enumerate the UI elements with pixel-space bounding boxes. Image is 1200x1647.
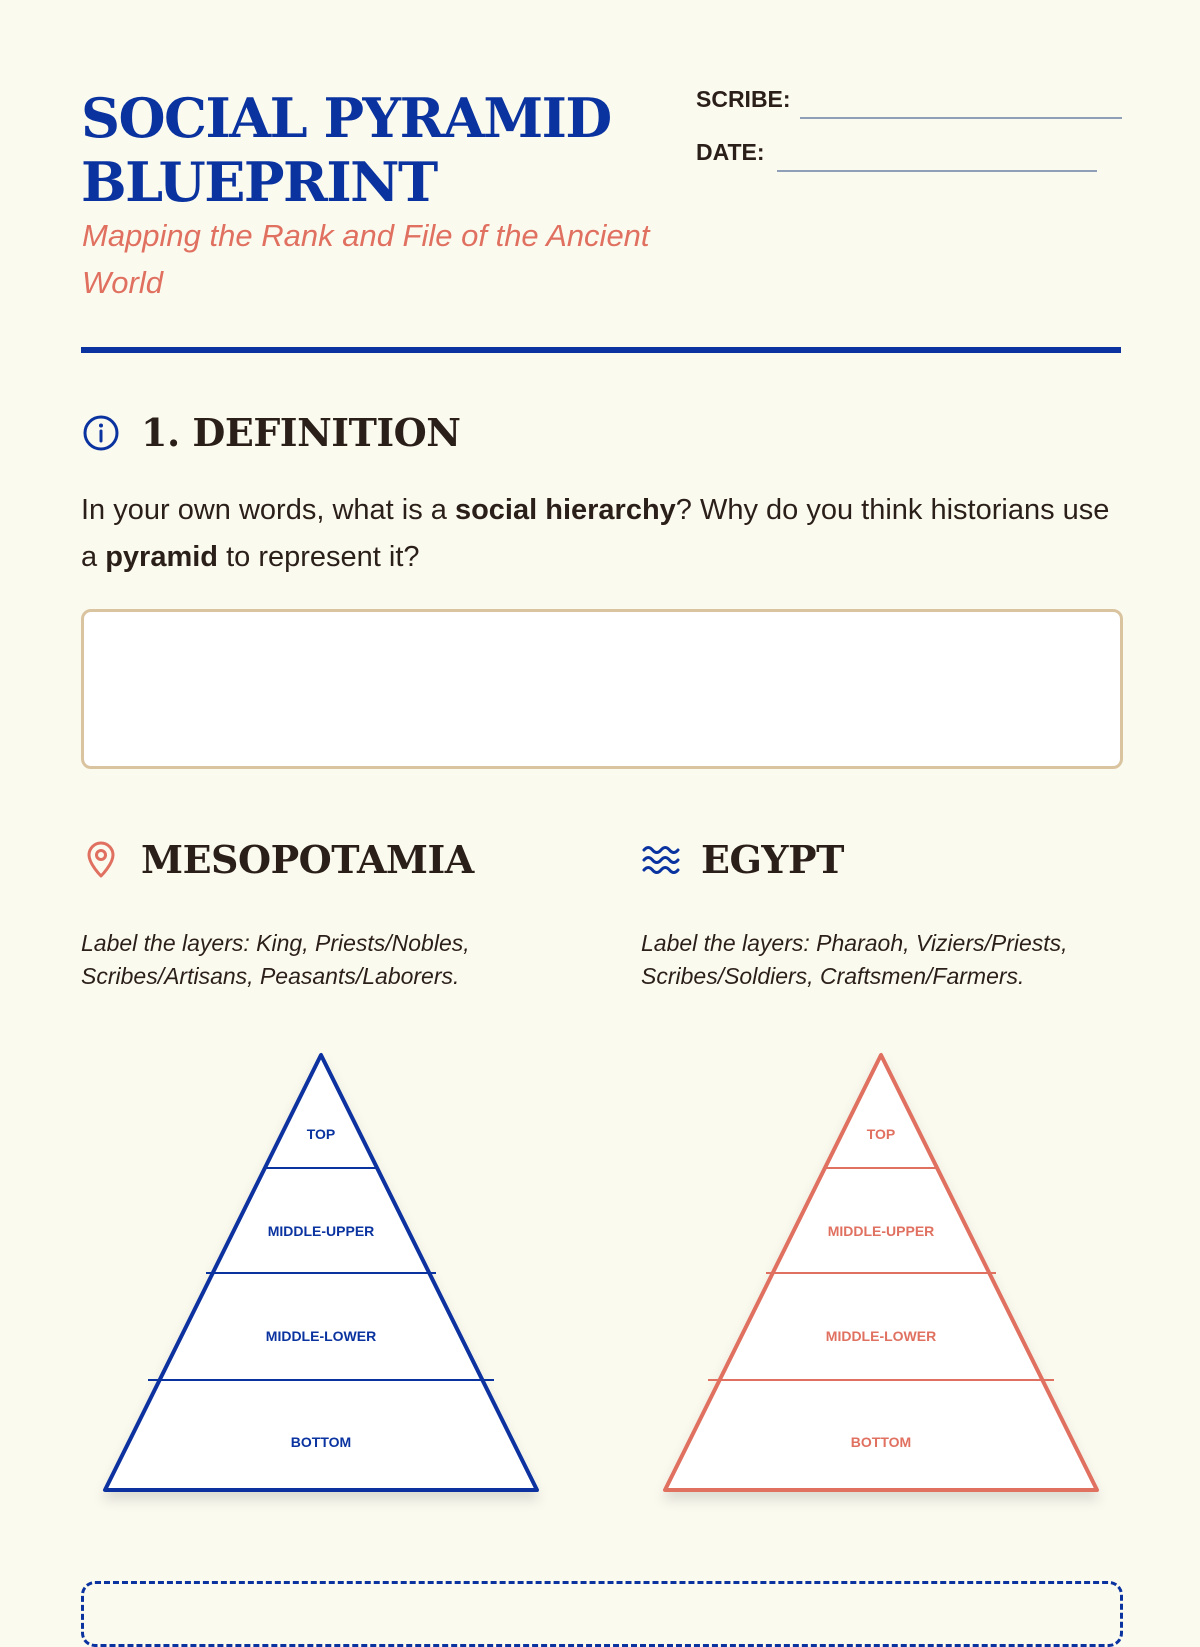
mesopotamia-layer-top[interactable]: TOP	[306, 1126, 336, 1142]
scribe-label: SCRIBE:	[696, 86, 791, 112]
mesopotamia-heading	[81, 837, 474, 882]
mesopotamia-pyramid	[100, 1050, 542, 1500]
title-line-1: SOCIAL PYRAMID	[81, 86, 611, 150]
egypt-layer-bottom[interactable]: BOTTOM	[850, 1434, 912, 1450]
egypt-layer-middle-lower[interactable]: MIDDLE-LOWER	[825, 1328, 937, 1344]
date-field[interactable]	[777, 170, 1097, 172]
definition-heading	[81, 410, 460, 455]
info-circle-icon	[81, 413, 121, 453]
egypt-heading-text: EGYPT	[701, 837, 844, 882]
definition-heading-text: 1. DEFINITION	[141, 410, 461, 455]
mesopotamia-layer-middle-upper[interactable]: MIDDLE-UPPER	[267, 1223, 375, 1239]
egypt-pyramid	[660, 1050, 1102, 1500]
page-subtitle: Mapping the Rank and File of the Ancient World	[82, 218, 650, 300]
title-line-2: BLUEPRINT	[81, 150, 437, 214]
mesopotamia-instructions: Label the layers: King, Priests/Nobles, Scribes/Artisans, Peasants/Laborers.	[81, 930, 470, 989]
egypt-layer-middle-upper[interactable]: MIDDLE-UPPER	[827, 1223, 935, 1239]
waves-icon	[641, 840, 681, 880]
egypt-instructions: Label the layers: Pharaoh, Viziers/Priests, Scribes/Soldiers, Craftsmen/Farmers.	[641, 930, 1068, 989]
scribe-field[interactable]	[800, 117, 1122, 119]
header-divider	[81, 347, 1121, 353]
definition-answer-box[interactable]	[81, 609, 1123, 769]
definition-prompt: In your own words, what is a social hierarchy? Why do you think historians use a pyramid to represent it?	[81, 494, 1110, 573]
mesopotamia-heading-text: MESOPOTAMIA	[141, 837, 474, 882]
mesopotamia-layer-middle-lower[interactable]: MIDDLE-LOWER	[265, 1328, 377, 1344]
map-pin-icon	[81, 840, 121, 880]
mesopotamia-layer-bottom[interactable]: BOTTOM	[290, 1434, 352, 1450]
page-title	[81, 86, 681, 214]
next-section-box[interactable]	[81, 1581, 1123, 1647]
egypt-layer-top[interactable]: TOP	[866, 1126, 896, 1142]
egypt-heading	[641, 837, 844, 882]
date-label: DATE:	[696, 139, 765, 165]
